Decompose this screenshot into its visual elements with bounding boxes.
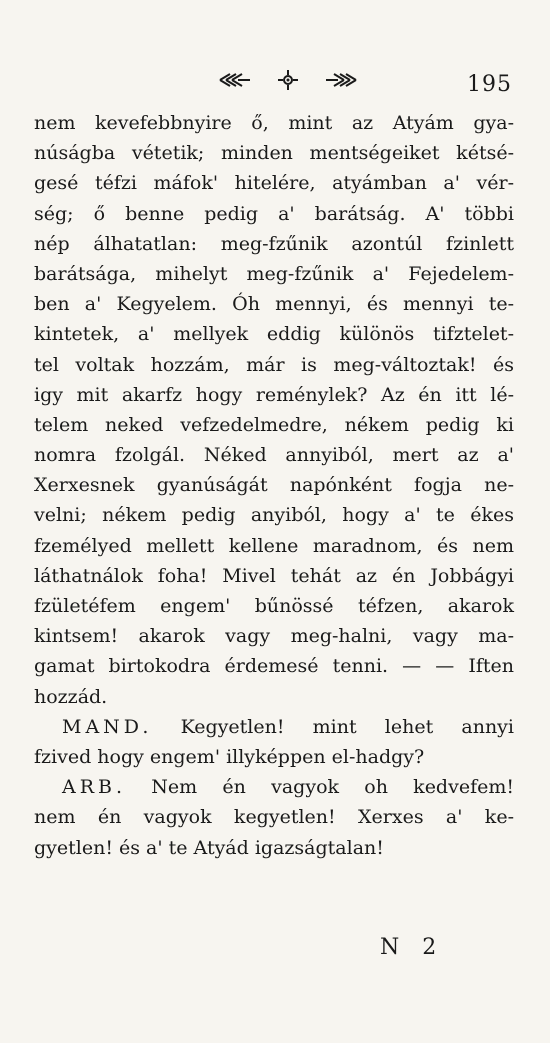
text-line: igy mit akarfz hogy reménylek? Az én itt lé- xyxy=(34,383,514,406)
body-text xyxy=(34,108,514,863)
dialogue-line xyxy=(34,772,514,802)
text-line: núságba vétetik; minden mentségeiket kétsé- xyxy=(34,142,514,165)
dialogue-text: Kegyetlen! mint lehet annyi xyxy=(180,715,514,738)
text-line: fzületéfem engem' bűnössé téfzen, akarok xyxy=(34,595,514,617)
text-line: kintetek, a' mellyek eddig különös tifztelet- xyxy=(34,323,514,346)
text-line: gesé téfzi máfok' hitelére, atyámban a' vér- xyxy=(34,172,514,195)
header-ornament xyxy=(218,68,358,92)
text-line: láthatnálok foha! Mivel tehát az én Jobbágyi xyxy=(34,564,514,587)
text-line: nomra fzolgál. Néked annyiból, mert az a' xyxy=(34,444,514,467)
text-line: kintsem! akarok vagy meg-halni, vagy ma- xyxy=(34,625,514,648)
dialogue-line xyxy=(34,712,514,742)
text-line: nép álhatatlan: meg-fzűnik azontúl fzinlett xyxy=(34,232,514,255)
signature-mark: N 2 xyxy=(380,935,445,960)
text-line: nem kevefebbnyire ő, mint az Atyám gya- xyxy=(34,112,514,134)
fleuron-left-icon xyxy=(218,70,252,90)
dialogue-line: fzived hogy engem' illyképpen el-hadgy? xyxy=(34,745,425,768)
page-number: 195 xyxy=(467,72,512,97)
page-header xyxy=(0,62,550,102)
speaker-name: MAND. xyxy=(62,715,153,738)
speaker-name: ARB. xyxy=(62,776,127,799)
cross-flower-icon xyxy=(277,69,299,91)
text-line: velni; nékem pedig anyiból, hogy a' te ékes xyxy=(34,504,514,527)
text-line: gamat birtokodra érdemesé tenni. — — Iften xyxy=(34,655,514,678)
dialogue-line: gyetlen! és a' te Atyád igazságtalan! xyxy=(34,836,384,859)
text-line: telem neked vefzedelmedre, nékem pedig ki xyxy=(34,413,514,436)
text-line: ség; ő benne pedig a' barátság. A' többi xyxy=(34,202,514,225)
text-line: barátsága, mihelyt meg-fzűnik a' Fejedelem- xyxy=(34,262,514,285)
dialogue-text: Nem én vagyok oh kedvefem! xyxy=(151,776,515,799)
text-line: ben a' Kegyelem. Óh mennyi, és mennyi te- xyxy=(34,293,514,316)
dialogue-line: nem én vagyok kegyetlen! Xerxes a' ke- xyxy=(34,806,514,829)
text-line: tel voltak hozzám, már is meg-változtak! és xyxy=(34,353,514,376)
fleuron-right-icon xyxy=(324,70,358,90)
text-line: hozzád. xyxy=(34,685,108,708)
text-line: fzemélyed mellett kellene maradnom, és nem xyxy=(34,534,514,557)
text-line: Xerxesnek gyanúságát napónként fogja ne- xyxy=(34,474,514,497)
